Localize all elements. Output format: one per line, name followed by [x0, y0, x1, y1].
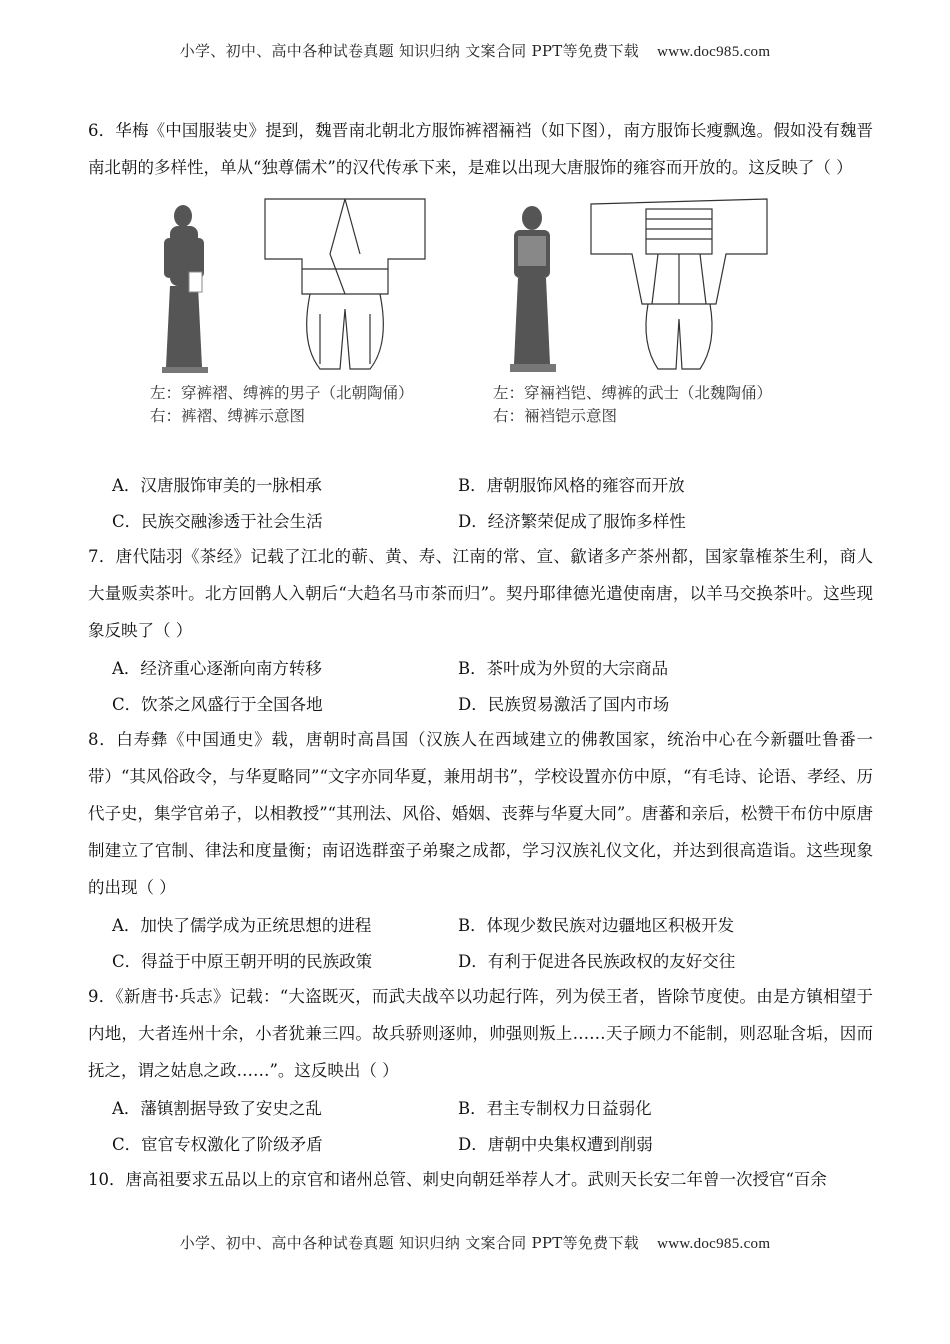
question-7-stem: 7．唐代陆羽《茶经》记载了江北的蕲、黄、寿、江南的常、宣、歙诸多产茶州都，国家靠榷茶生利，商人大量贩卖茶叶。北方回鹘人入朝后“大趋名马市茶而归”。契丹耶律德光遣使南唐，以羊马交换茶叶。这些现象反映了（ ）: [88, 547, 873, 640]
question-8-stem: 8．白寿彝《中国通史》载，唐朝时高昌国（汉族人在西域建立的佛教国家，统治中心在今新疆吐鲁番一带）“其风俗政令，与华夏略同”“文字亦同华夏，兼用胡书”，学校设置亦仿中原，“有毛诗、论语、孝经、历代子史，集学官弟子，以相教授”“其刑法、风俗、婚姻、丧葬与华夏大同”。唐蕃和亲后，松赞干布仿中原唐制建立了官制、律法和度量衡；南诏选群蛮子弟聚之成都，学习汉族礼仪文化，并达到很高造诣。这些现象的出现（ ）: [88, 730, 873, 897]
q8-option-a[interactable]: A．加快了儒学成为正统思想的进程: [112, 916, 372, 935]
question-6-stem: 6．华梅《中国服装史》提到，魏晋南北朝北方服饰裤褶裲裆（如下图），南方服饰长瘦飘逸。假如没有魏晋南北朝的多样性，单从“独尊儒术”的汉代传承下来，是难以出现大唐服饰的雍容而开放的。这反映了（ ）: [88, 121, 873, 177]
q7-option-a[interactable]: A．经济重心逐渐向南方转移: [112, 659, 322, 678]
question-9-options-row-2: [88, 1125, 873, 1161]
exam-content: [88, 112, 873, 1198]
question-7-options-row-2: [88, 685, 873, 721]
q9-option-b[interactable]: B．君主专制权力日益弱化: [458, 1099, 652, 1118]
q6-option-b[interactable]: B．唐朝服饰风格的雍容而开放: [458, 476, 685, 495]
q7-option-d[interactable]: D．民族贸易激活了国内市场: [458, 695, 670, 714]
figure-caption-right: [493, 382, 772, 428]
question-6-figure: [88, 192, 873, 462]
footer-text: 小学、初中、高中各种试卷真题 知识归纳 文案合同 PPT等免费下载: [179, 1234, 640, 1252]
caption-left-line-2: 右：裤褶、缚裤示意图: [150, 407, 306, 425]
question-9-options-row-1: [88, 1089, 873, 1125]
q9-option-d[interactable]: D．唐朝中央集权遭到削弱: [458, 1135, 653, 1154]
question-8-options-row-2: [88, 942, 873, 978]
northern-wei-warrior-figurine-image: [500, 204, 570, 376]
q8-option-b[interactable]: B．体现少数民族对边疆地区积极开发: [458, 916, 735, 935]
q6-option-a[interactable]: A．汉唐服饰审美的一脉相承: [112, 476, 322, 495]
caption-right-line-2: 右：裲裆铠示意图: [493, 407, 618, 425]
q9-option-c[interactable]: C．宦官专权激化了阶级矛盾: [112, 1135, 323, 1154]
q7-option-b[interactable]: B．茶叶成为外贸的大宗商品: [458, 659, 669, 678]
footer-url[interactable]: www.doc985.com: [657, 1236, 771, 1252]
q6-option-c[interactable]: C．民族交融渗透于社会生活: [112, 512, 323, 531]
caption-right-line-1: 左：穿裲裆铠、缚裤的武士（北魏陶俑）: [493, 384, 773, 402]
q8-option-c[interactable]: C．得益于中原王朝开明的民族政策: [112, 952, 373, 971]
question-8-options-row-1: [88, 906, 873, 942]
caption-left-line-1: 左：穿裤褶、缚裤的男子（北朝陶俑）: [150, 384, 414, 402]
question-9-stem: 9．《新唐书·兵志》记载：“大盗既灭，而武夫战卒以功起行阵，列为侯王者，皆除节度使。由是方镇相望于内地，大者连州十余，小者犹兼三四。故兵骄则逐帅，帅强则叛上……天子顾力不能制，则忍耻含垢，因而抚之，谓之姑息之政……”。这反映出（ ）: [88, 987, 873, 1080]
page-footer: [0, 1232, 950, 1253]
q8-option-d[interactable]: D．有利于促进各民族政权的友好交往: [458, 952, 736, 971]
page-header: [0, 40, 950, 61]
header-text: 小学、初中、高中各种试卷真题 知识归纳 文案合同 PPT等免费下载: [179, 42, 640, 60]
q9-option-a[interactable]: A．藩镇割据导致了安史之乱: [112, 1099, 322, 1118]
trousers-jacket-diagram: [260, 194, 430, 374]
q6-option-d[interactable]: D．经济繁荣促成了服饰多样性: [458, 512, 686, 531]
question-6-options-row-1: [88, 466, 873, 502]
figure-caption-left: [150, 382, 414, 428]
northern-dynasty-figurine-image: [150, 202, 220, 377]
question-7-options-row-1: [88, 649, 873, 685]
header-url[interactable]: www.doc985.com: [657, 44, 771, 60]
question-10-stem: 10．唐高祖要求五品以上的京官和诸州总管、刺史向朝廷举荐人才。武则天长安二年曾一次授官“百余: [88, 1170, 827, 1189]
liangdang-armor-diagram: [586, 194, 772, 374]
q7-option-c[interactable]: C．饮茶之风盛行于全国各地: [112, 695, 323, 714]
question-6-options-row-2: [88, 502, 873, 538]
